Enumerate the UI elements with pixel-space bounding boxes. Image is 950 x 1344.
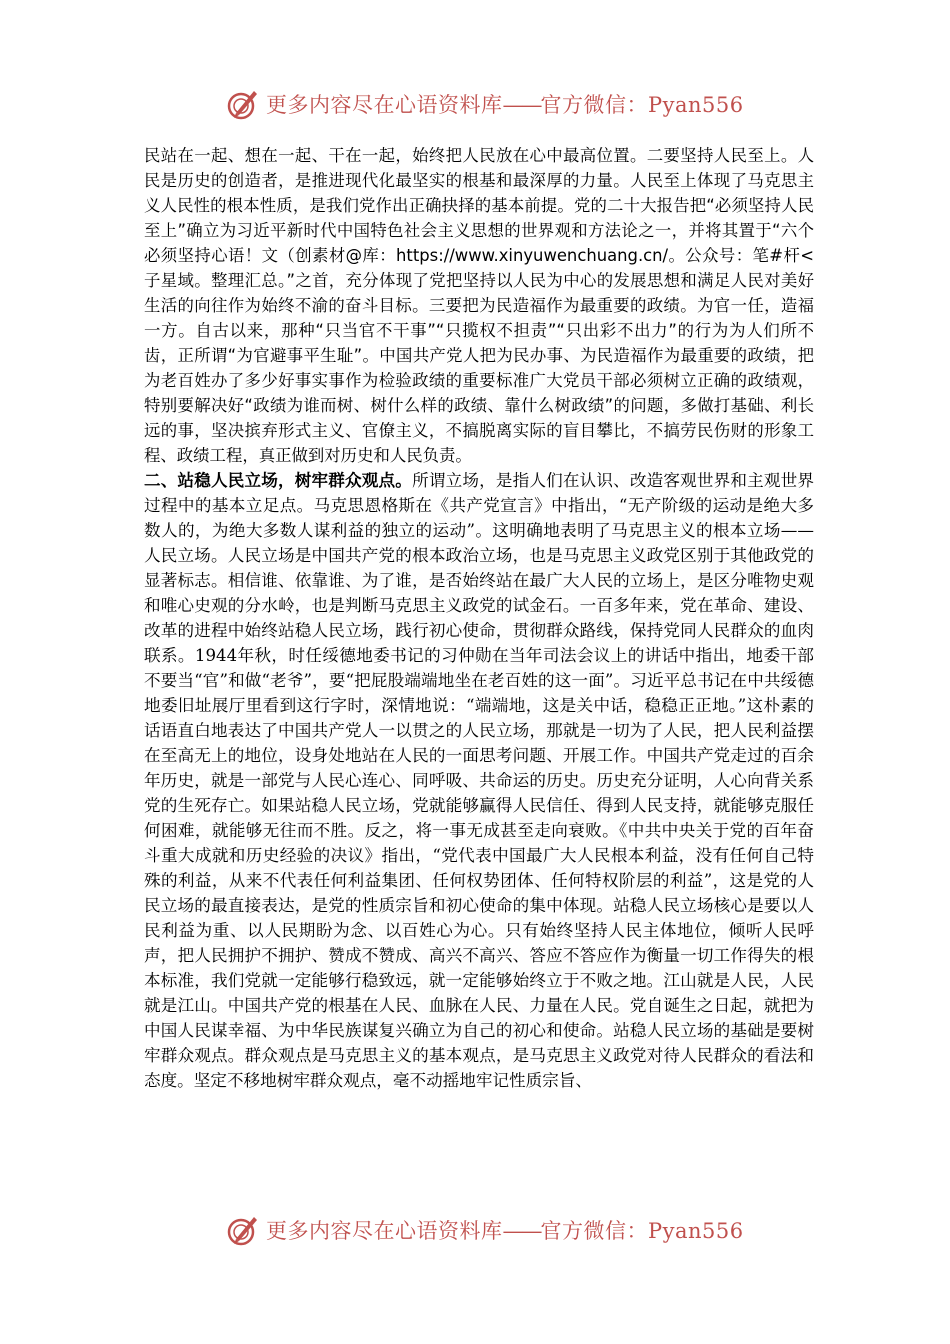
footer-site-name: 更多内容尽在心语资料库	[266, 1219, 503, 1243]
document-body	[144, 143, 814, 1093]
pen-logo-icon	[226, 87, 260, 121]
footer-watermark-text	[266, 1215, 744, 1245]
header-separator: ——	[502, 93, 541, 117]
footer-separator: ——	[502, 1219, 541, 1243]
header-watermark	[226, 84, 744, 124]
paragraph-1: 民站在一起、想在一起、干在一起，始终把人民放在心中最高位置。二要坚持人民至上。人民是历史的创造者，是推进现代化最坚实的根基和最深厚的力量。人民至上体现了马克思主义人民性的根本性质，是我们党作出正确抉择的基本前提。党的二十大报告把“必须坚持人民至上”确立为习近平新时代中国特色社会主义思想的世界观和方法论之一，并将其置于“六个必须坚持心语！文（创素材@库：https://www.xinyuwenchuang.cn/。公众号：笔#杆<子星域。整理汇总。”之首，充分体现了党把坚持以人民为中心的发展思想和满足人民对美好生活的向往作为始终不渝的奋斗目标。三要把为民造福作为最重要的政绩。为官一任，造福一方。自古以来，那种“只当官不干事”“只揽权不担责”“只出彩不出力”的行为为人们所不齿，正所谓“为官避事平生耻”。中国共产党人把为民办事、为民造福作为最重要的政绩，把为老百姓办了多少好事实事作为检验政绩的重要标准广大党员干部必须树立正确的政绩观，特别要解决好“政绩为谁而树、树什么样的政绩、靠什么树政绩”的问题，多做打基础、利长远的事，坚决摈弃形式主义、官僚主义，不搞脱离实际的盲目攀比，不搞劳民伤财的形象工程、政绩工程，真正做到对历史和人民负责。	[144, 146, 814, 465]
header-contact-id: Pyan556	[648, 93, 744, 117]
footer-contact-label: 官方微信：	[540, 1219, 648, 1243]
footer-contact-id: Pyan556	[648, 1219, 744, 1243]
header-watermark-text	[266, 89, 744, 119]
paragraph-2-text: 所谓立场，是指人们在认识、改造客观世界和主观世界过程中的基本立足点。马克思恩格斯在《共产党宣言》中指出，“无产阶级的运动是绝大多数人的，为绝大多数人谋利益的独立的运动”。这明确地表明了马克思主义的根本立场——人民立场。人民立场是中国共产党的根本政治立场，也是马克思主义政党区别于其他政党的显著标志。相信谁、依靠谁、为了谁，是否始终站在最广大人民的立场上，是区分唯物史观和唯心史观的分水岭，也是判断马克思主义政党的试金石。一百多年来，党在革命、建设、改革的进程中始终站稳人民立场，践行初心使命，贯彻群众路线，保持党同人民群众的血肉联系。1944年秋，时任绥德地委书记的习仲勋在当年司法会议上的讲话中指出，地委干部不要当“官”和做“老爷”，要“把屁股端端地坐在老百姓的这一面”。习近平总书记在中共绥德地委旧址展厅里看到这行字时，深情地说：“端端地，这是关中话，稳稳正正地。”这朴素的话语直白地表达了中国共产党人一以贯之的人民立场，那就是一切为了人民，把人民利益摆在至高无上的地位，设身处地站在人民的一面思考问题、开展工作。中国共产党走过的百余年历史，就是一部党与人民心连心、同呼吸、共命运的历史。历史充分证明，人心向背关系党的生死存亡。如果站稳人民立场，党就能够赢得人民信任、得到人民支持，就能够克服任何困难，就能够无往而不胜。反之，将一事无成甚至走向衰败。《中共中央关于党的百年奋斗重大成就和历史经验的决议》指出，“党代表中国最广大人民根本利益，没有任何自己特殊的利益，从来不代表任何利益集团、任何权势团体、任何特权阶层的利益”，这是党的人民立场的最直接表达，是党的性质宗旨和初心使命的集中体现。站稳人民立场核心是要以人民利益为重、以人民期盼为念、以百姓心为心。只有始终坚持人民主体地位，倾听人民呼声，把人民拥护不拥护、赞成不赞成、高兴不高兴、答应不答应作为衡量一切工作得失的根本标准，我们党就一定能够行稳致远，就一定能够始终立于不败之地。江山就是人民，人民就是江山。中国共产党的根基在人民、血脉在人民、力量在人民。党自诞生之日起，就把为中国人民谋幸福、为中华民族谋复兴确立为自己的初心和使命。站稳人民立场的基础是要树牢群众观点。群众观点是马克思主义的基本观点，是马克思主义政党对待人民群众的看法和态度。坚定不移地树牢群众观点，毫不动摇地牢记性质宗旨、	[144, 471, 815, 1090]
footer-watermark	[226, 1210, 744, 1250]
pen-logo-icon	[226, 1213, 260, 1247]
header-site-name: 更多内容尽在心语资料库	[266, 93, 503, 117]
header-contact-label: 官方微信：	[540, 93, 648, 117]
section-heading: 二、站稳人民立场，树牢群众观点。	[144, 471, 413, 490]
paragraph-2	[144, 468, 814, 1093]
